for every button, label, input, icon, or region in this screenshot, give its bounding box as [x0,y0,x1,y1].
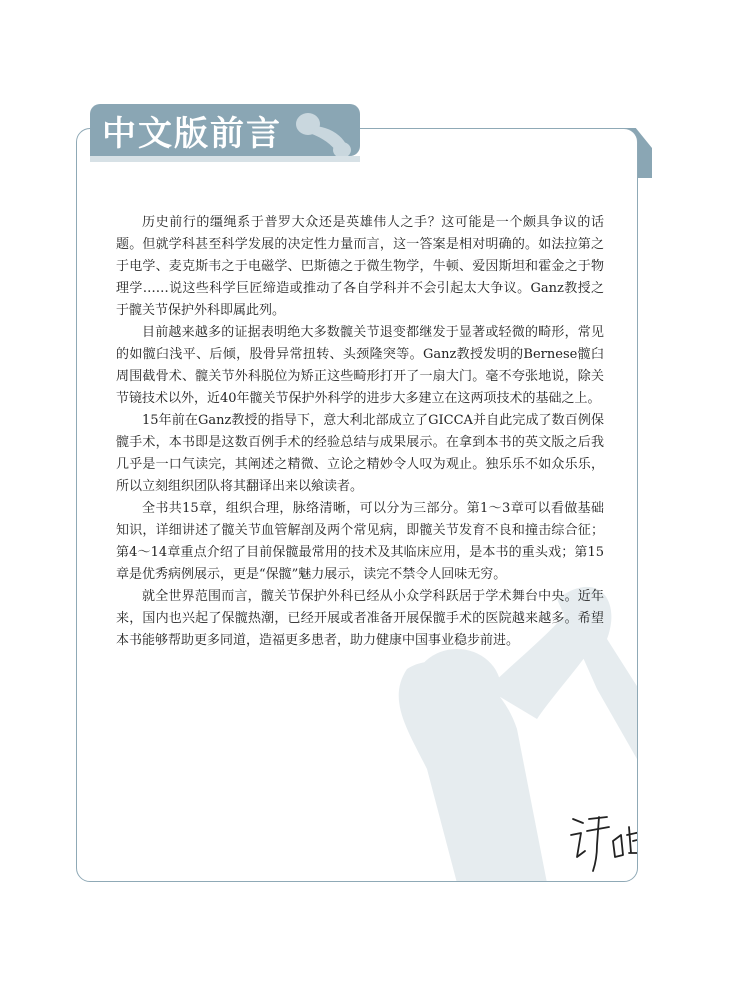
title-banner [90,104,360,156]
paragraph: 目前越来越多的证据表明绝大多数髋关节退变都继发于显著或轻微的畸形，常见的如髋臼浅平、后倾，股骨异常扭转、头颈隆突等。Ganz教授发明的Bernese髋臼周围截骨术、髋关节外科脱位为矫正这些畸形打开了一扇大门。毫不夸张地说，除关节镜技术以外，近40年髋关节保护外科学的进步大多建立在这两项技术的基础之上。 [116,325,604,406]
paragraph: 历史前行的缰绳系于普罗大众还是英雄伟人之手？这可能是一个颇具争议的话题。但就学科甚至科学发展的决定性力量而言，这一答案是相对明确的。如法拉第之于电学、麦克斯韦之于电磁学、巴斯德之于微生物学，牛顿、爱因斯坦和霍金之于物理学……说这些科学巨匠缔造或推动了各自学科并不会引起太大争议。Ganz教授之于髋关节保护外科即属此列。 [116,215,604,318]
paragraph: 就全世界范围而言，髋关节保护外科已经从小众学科跃居于学术舞台中央。近年来，国内也兴起了保髋热潮，已经开展或者准备开展保髋手术的医院越来越多。希望本书能够帮助更多同道，造福更多患者，助力健康中国事业稳步前进。 [116,589,604,648]
preface-body [116,212,604,652]
title-underline-decoration [90,156,360,162]
bone-icon [280,104,360,156]
author-signature [567,805,638,875]
paragraph: 15年前在Ganz教授的指导下，意大利北部成立了GICCA并自此完成了数百例保髋手术，本书即是这数百例手术的经验总结与成果展示。在拿到本书的英文版之后我几乎是一口气读完，其阐述之精微、立论之精妙令人叹为观止。独乐乐不如众乐乐，所以立刻组织团队将其翻译出来以飨读者。 [116,413,604,494]
page-title: 中文版前言 [102,113,282,154]
paragraph: 全书共15章，组织合理，脉络清晰，可以分为三部分。第1～3章可以看做基础知识，详细讲述了髋关节血管解剖及两个常见病，即髋关节发育不良和撞击综合征；第4～14章重点介绍了目前保髋最常用的技术及其临床应用，是本书的重头戏；第15章是优秀病例展示，更是“保髋”魅力展示，读完不禁令人回味无穷。 [116,501,604,582]
